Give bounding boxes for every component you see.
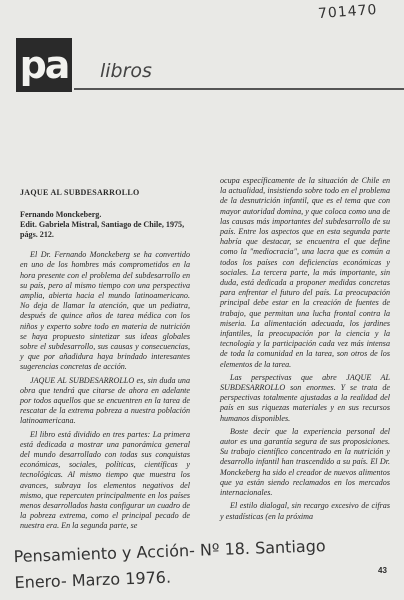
section-label: libros (100, 60, 152, 82)
body-paragraph: ocupa específicamente de la situación de Chile en la actualidad, insistiendo sobre todo en el problema de la desnutrición infantil, que es el tema que con mayor autoridad domina, y que coloca como una de las causas más importantes del subdesarrollo de su país. Entre los aspectos que en esta segunda parte habría que destacar, se encuentra el que define como la "mediocracia", una lacra que es común a todos los países con deficiencias económicas y sociales. La tercera parte, la más importante, sin duda, está dedicada a proponer medidas concretas para enfrentar el futuro del país. La preocupación principal debe estar en la creación de fuentes de trabajo, que permitan una lucha frontal contra la miseria. La alimentación adecuada, los jardines infantiles, la preocupación por la ciencia y la tecnología y la participación cada vez más intensa de toda la comunidad en la tarea, son otros de los elementos de la tarea. (220, 176, 390, 369)
header-rule (74, 88, 404, 90)
body-paragraph: JAQUE AL SUBDESARROLLO es, sin duda una obra que tendrá que citarse de ahora en adelante por todos aquellos que se encuentren en la tarea de rescatar de la extrema pobreza a nuestra población latinoamericana. (20, 375, 190, 426)
page-number: 43 (378, 566, 387, 575)
body-paragraph: El libro está dividido en tres partes: La primera está dedicada a mostrar una panorámica general del mundo desarrollado con todas sus conquistas económicas, sociales, políticas, científicas y tecnológicas. Al mismo tiempo que muestra los avances, subraya los elementos negativos del mismo, que repercuten principalmente en los países menos desarrollados hasta configurar un cuadro de la pobreza extrema, como el principal pecado de nuestra era. En la segunda parte, se (20, 429, 190, 531)
handwritten-source-note (13, 532, 365, 596)
body-paragraph: El estilo dialogal, sin recargo excesivo de cifras y estadísticas (en la próxima (220, 501, 390, 521)
left-column (20, 188, 190, 535)
right-column (220, 176, 390, 525)
handwritten-line: Pensamiento y Acción- Nº 18. Santiago (13, 536, 326, 567)
body-paragraph: El Dr. Fernando Monckeberg se ha convertido en uno de los hombres más comprometidos en la hora presente con el problema del subdesarrollo en su país, pero al mismo tiempo con una perspectiva amplia, abierta hacia el mundo latinoamericano. No deja de llamar la atención, que un pediatra, después de quince años de tarea médica con los niños y experto sobre todo en materia de nutrición se haya propuesto sintetizar sus ideas globales sobre el subdesarrollo, sus causas y consecuencias, y que por añadidura haya brindado interesantes sugerencias concretas de acción. (20, 250, 190, 372)
body-paragraph: Boste decir que la experiencia personal del autor es una garantía segura de sus proposiciones. Su trabajo científico concentrado en la nutrición y desarrollo infantil han trascendido a su país. El Dr. Monckeberg ha sido el creador de nuevos alimentos que ya están siendo reclamados en los mercados internacionales. (220, 426, 390, 498)
book-publisher: Edit. Gabriela Mistral, Santiago de Chile, 1975, págs. 212. (20, 220, 185, 240)
book-author: Fernando Monckeberg. (20, 210, 102, 220)
section-logo: pa (16, 38, 72, 92)
book-info (20, 210, 190, 240)
handwritten-catalog-number: 701470 (317, 1, 378, 23)
handwritten-line: Enero- Marzo 1976. (14, 567, 172, 593)
article-title: JAQUE AL SUBDESARROLLO (20, 188, 140, 197)
body-paragraph: Las perspectivas que abre JAQUE AL SUBDESARROLLO son enormes. Y se trata de perspectivas totalmente ajustadas a la realidad del país en sus riquezas materiales y en sus recursos humanos disponibles. (220, 372, 390, 423)
